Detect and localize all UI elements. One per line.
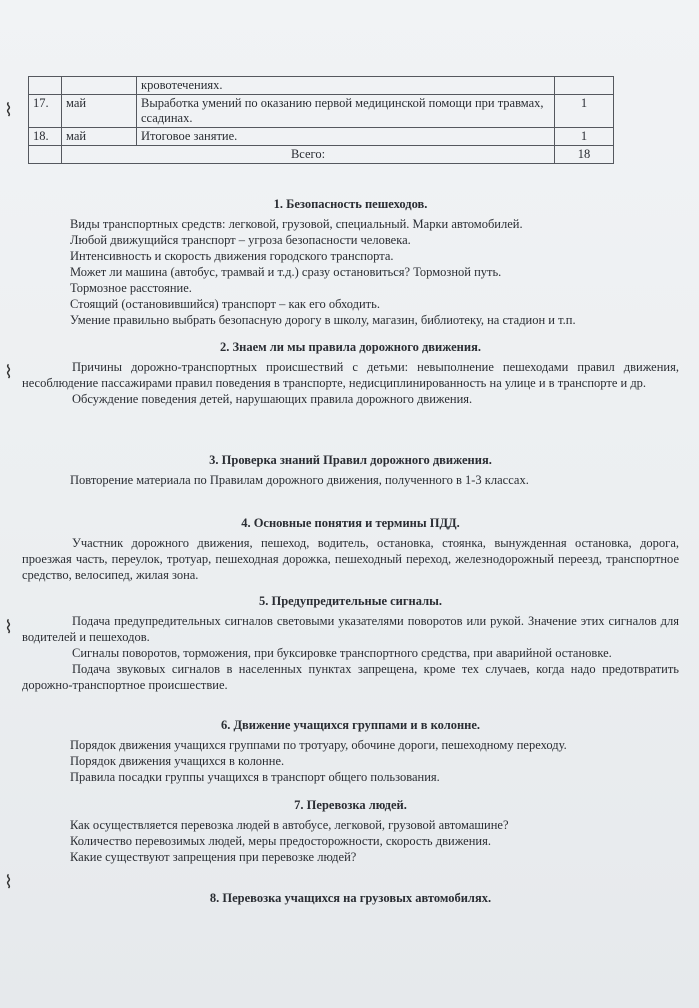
- section-line: Порядок движения учащихся группами по тротуару, обочине дороги, пешеходному переходу.: [70, 738, 567, 752]
- section-title: 7. Перевозка людей.: [294, 798, 407, 812]
- row-hours: 1: [555, 128, 614, 146]
- section-8: [22, 890, 679, 910]
- section-line: Повторение материала по Правилам дорожного движения, полученного в 1-3 классах.: [70, 473, 529, 487]
- total-value: 18: [555, 146, 614, 164]
- section-title: 5. Предупредительные сигналы.: [258, 594, 443, 608]
- section-line: Любой движущийся транспорт – угроза безопасности человека.: [70, 233, 411, 247]
- row-month: май: [62, 95, 137, 128]
- row-number: 18.: [29, 128, 62, 146]
- row-number: 17.: [29, 95, 62, 128]
- table-row: [29, 95, 614, 128]
- table-row: [29, 128, 614, 146]
- section-line: Какие существуют запрещения при перевозке людей?: [70, 850, 357, 864]
- section-title: 1. Безопасность пешеходов.: [273, 197, 428, 211]
- section-title: 3. Проверка знаний Правил дорожного движения.: [209, 453, 492, 467]
- row-month: [62, 77, 137, 95]
- section-6: [22, 717, 679, 785]
- margin-bracket-mark: ⌇: [4, 872, 13, 893]
- row-month: май: [62, 128, 137, 146]
- section-3: [22, 452, 679, 488]
- row-topic: кровотечениях.: [137, 77, 555, 95]
- section-line: Порядок движения учащихся в колонне.: [70, 754, 285, 768]
- section-line: Стоящий (остановившийся) транспорт – как его обходить.: [70, 297, 380, 311]
- margin-bracket-mark: ⌇: [4, 100, 13, 121]
- section-line: Виды транспортных средств: легковой, грузовой, специальный. Марки автомобилей.: [70, 217, 523, 231]
- row-hours: 1: [555, 95, 614, 128]
- section-5: [22, 593, 679, 693]
- section-4: [22, 515, 679, 583]
- total-empty-cell: [29, 146, 62, 164]
- section-title: 6. Движение учащихся группами и в колонне.: [220, 718, 481, 732]
- row-number: [29, 77, 62, 95]
- section-2: [22, 339, 679, 407]
- section-paragraph: Подача предупредительных сигналов световыми указателями поворотов или рукой. Значение этих сигналов для водителей и пешеходов.: [22, 614, 679, 644]
- section-line: Количество перевозимых людей, меры предосторожности, скорость движения.: [70, 834, 491, 848]
- section-1: [22, 196, 679, 328]
- total-row: [29, 146, 614, 164]
- section-paragraph: Обсуждение поведения детей, нарушающих правила дорожного движения.: [72, 392, 473, 406]
- section-line: Тормозное расстояние.: [70, 281, 192, 295]
- section-line: Правила посадки группы учащихся в транспорт общего пользования.: [70, 770, 440, 784]
- section-paragraph: Причины дорожно-транспортных происшествий с детьми: невыполнение пешеходами правил движения, несоблюдение пассажирами правил поведения в транспорте, недисциплинированность на улице и в транспорте и др.: [22, 360, 679, 390]
- margin-bracket-mark: ⌇: [4, 617, 13, 638]
- section-line: Умение правильно выбрать безопасную дорогу в школу, магазин, библиотеку, на стадион и т.п.: [70, 313, 576, 327]
- section-7: [22, 797, 679, 865]
- section-title: 8. Перевозка учащихся на грузовых автомобилях.: [209, 891, 492, 905]
- section-line: Может ли машина (автобус, трамвай и т.д.) сразу остановиться? Тормозной путь.: [70, 265, 502, 279]
- section-line: Как осуществляется перевозка людей в автобусе, легковой, грузовой автомашине?: [70, 818, 509, 832]
- margin-bracket-mark: ⌇: [4, 362, 13, 383]
- section-paragraph: Участник дорожного движения, пешеход, водитель, остановка, стоянка, вынужденная остановка, дорога, проезжая часть, переулок, тротуар, пешеходная дорожка, пешеходный переход, железнодорожный переезд, транспортное средство, велосипед, жилая зона.: [22, 536, 679, 582]
- section-line: Интенсивность и скорость движения городского транспорта.: [70, 249, 394, 263]
- total-label: Всего:: [62, 146, 555, 164]
- section-title: 4. Основные понятия и термины ПДД.: [241, 516, 460, 530]
- table-row: [29, 77, 614, 95]
- row-topic: Итоговое занятие.: [137, 128, 555, 146]
- section-paragraph: Сигналы поворотов, торможения, при буксировке транспортного средства, при аварийной остановке.: [72, 646, 612, 660]
- lesson-plan-table: [28, 76, 614, 164]
- section-paragraph: Подача звуковых сигналов в населенных пунктах запрещена, кроме тех случаев, когда надо предотвратить дорожно-транспортное происшествие.: [22, 662, 679, 692]
- row-topic: Выработка умений по оказанию первой медицинской помощи при травмах, ссадинах.: [137, 95, 555, 128]
- section-title: 2. Знаем ли мы правила дорожного движения.: [220, 340, 481, 354]
- row-hours: [555, 77, 614, 95]
